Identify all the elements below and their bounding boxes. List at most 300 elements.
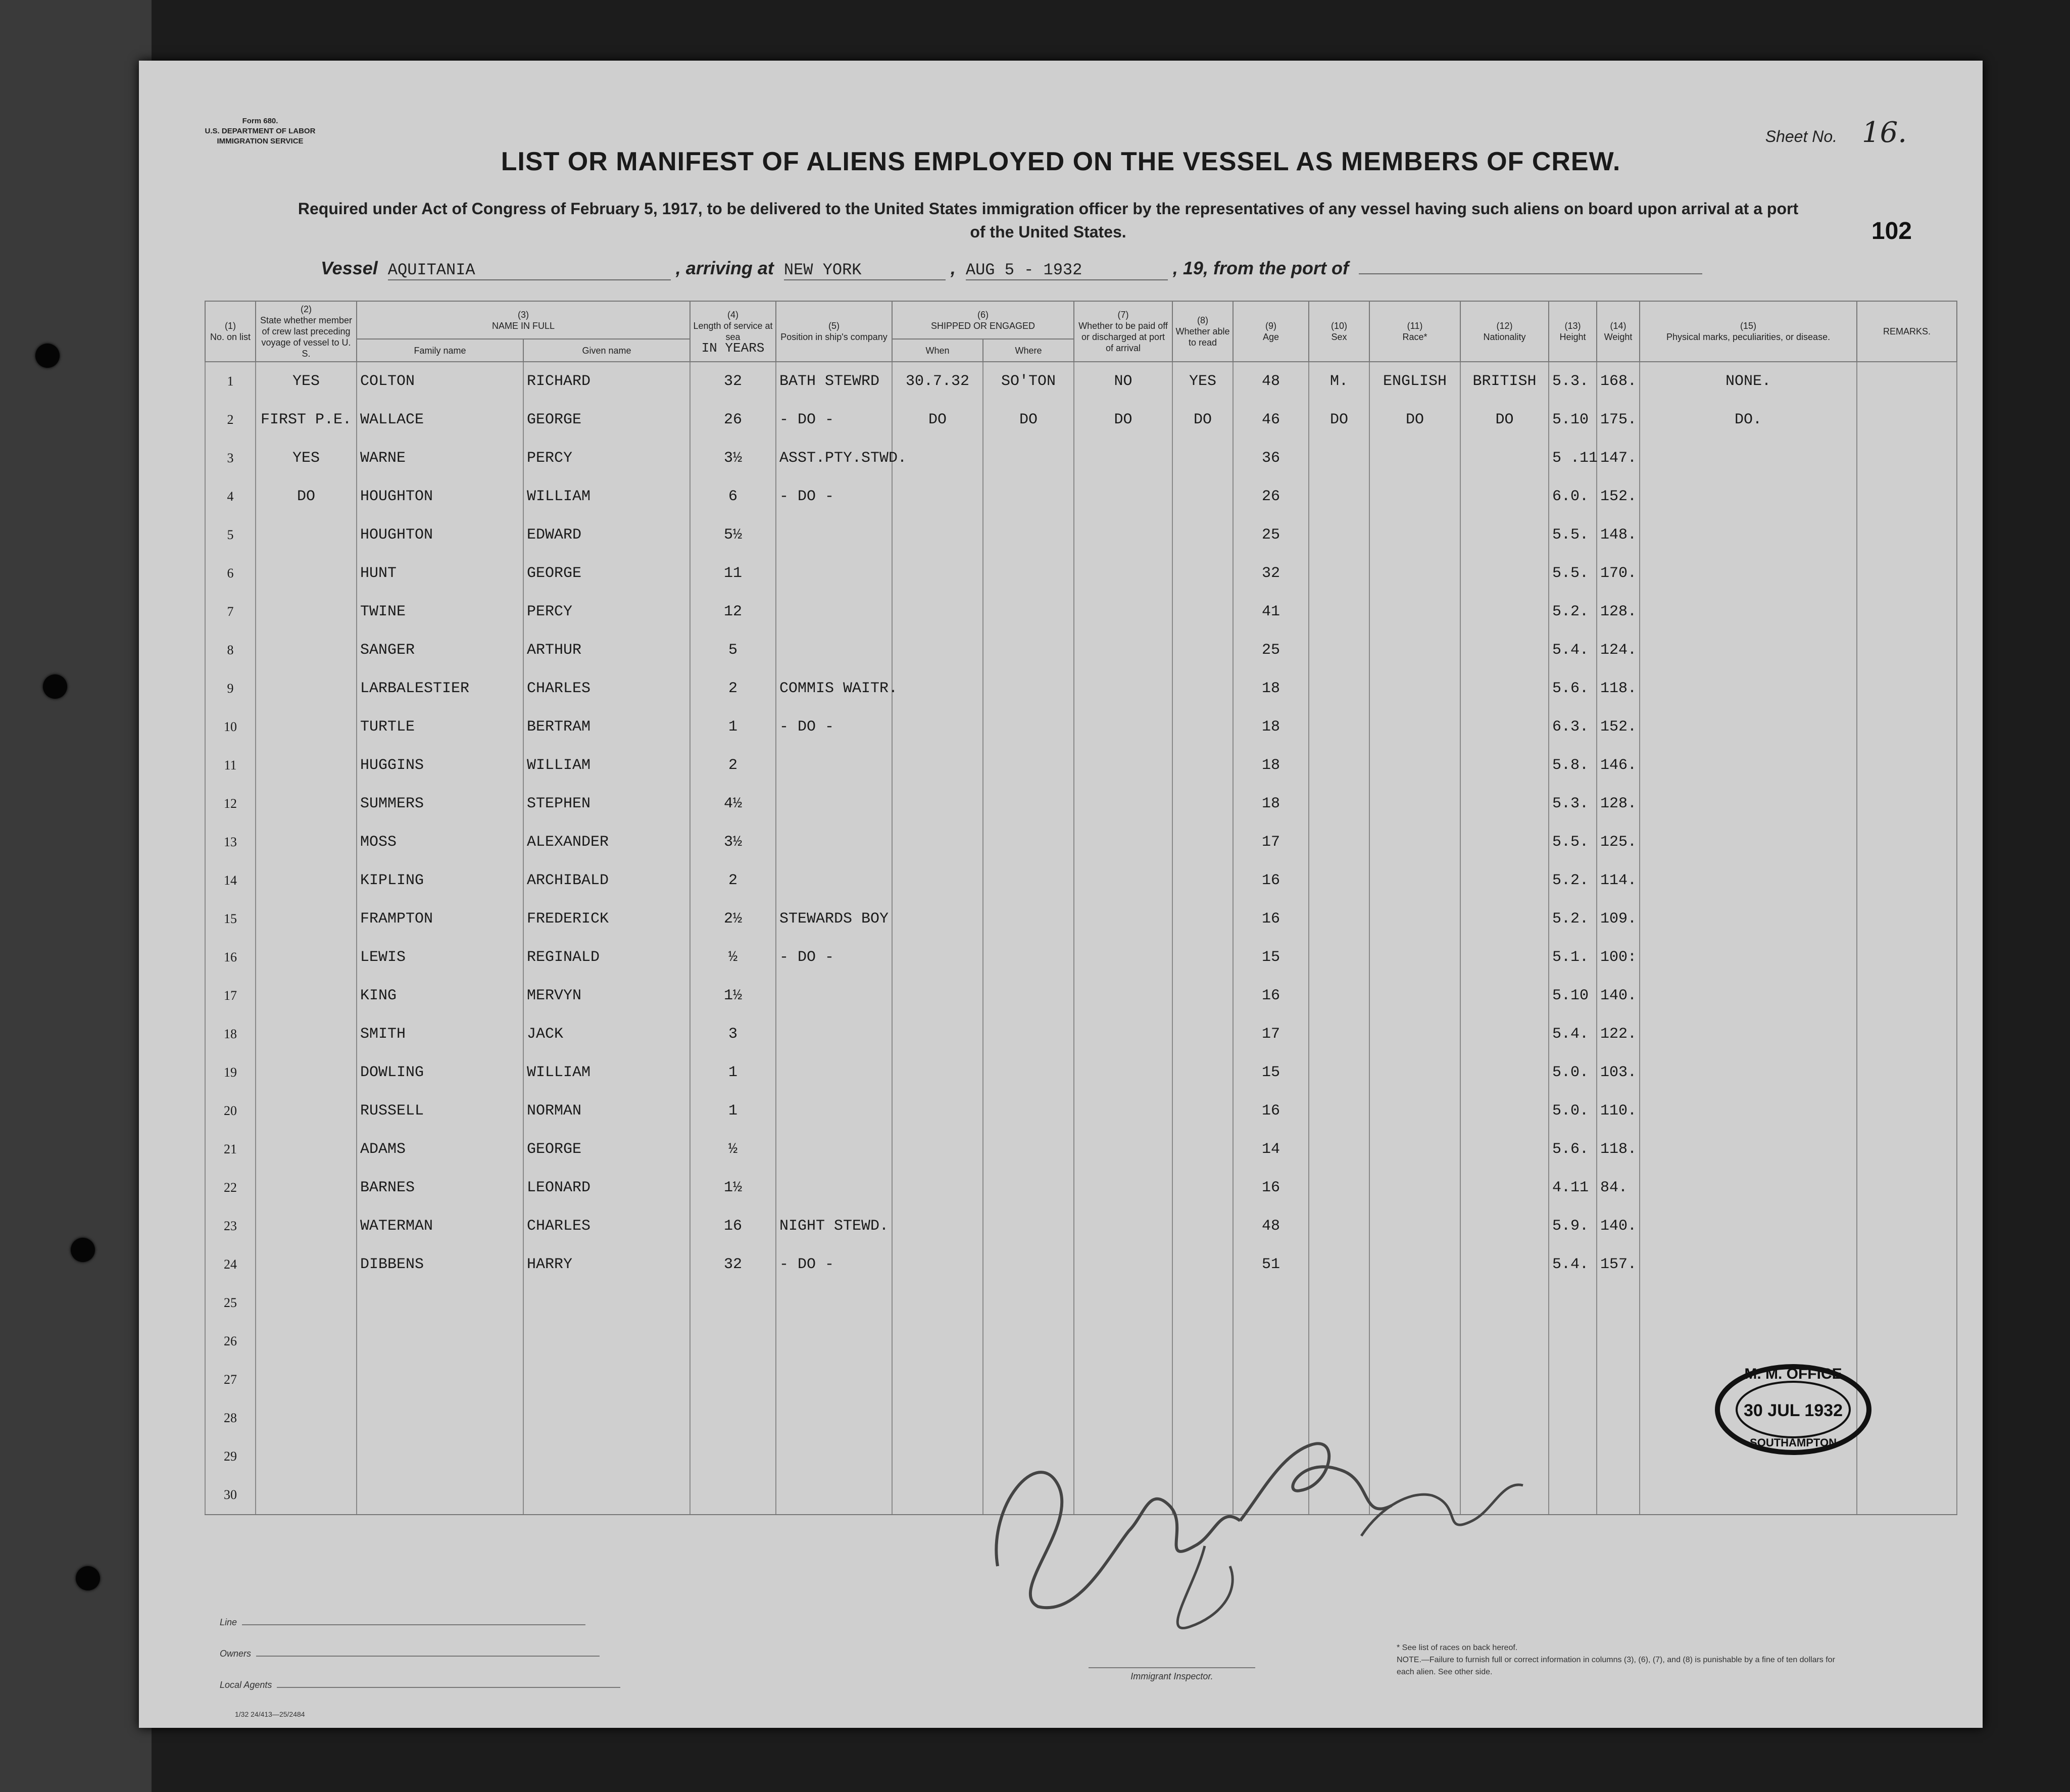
remarks (1857, 477, 1957, 516)
height: 5 .11 (1549, 439, 1597, 477)
shipped-where (983, 938, 1074, 977)
table-row (205, 362, 1957, 401)
race (1369, 823, 1460, 861)
col-height-header (1549, 301, 1597, 362)
height (1549, 1399, 1597, 1437)
shipped-where (983, 439, 1074, 477)
weight: 124. (1597, 631, 1640, 669)
given-name: PERCY (523, 593, 690, 631)
prev-voyage: FIRST P.E. (256, 401, 357, 439)
family-name: DOWLING (357, 1053, 523, 1092)
weight: 140. (1597, 1207, 1640, 1245)
race (1369, 1015, 1460, 1053)
shipped-when: DO (892, 401, 983, 439)
able-to-read (1172, 516, 1233, 554)
paid-off (1074, 1092, 1172, 1130)
sex (1309, 1245, 1369, 1284)
given-name: CHARLES (523, 1207, 690, 1245)
paid-off (1074, 439, 1172, 477)
col-label: Sex (1331, 332, 1347, 342)
physical-marks (1640, 938, 1857, 977)
weight: 175. (1597, 401, 1640, 439)
remarks (1857, 1015, 1957, 1053)
weight: 168. (1597, 362, 1640, 401)
row-number: 26 (205, 1322, 256, 1361)
family-name: HUGGINS (357, 746, 523, 785)
table-row (205, 1130, 1957, 1169)
physical-marks (1640, 1053, 1857, 1092)
shipped-when (892, 900, 983, 938)
sex (1309, 900, 1369, 938)
weight (1597, 1476, 1640, 1515)
physical-marks (1640, 516, 1857, 554)
race (1369, 1092, 1460, 1130)
given-name: ALEXANDER (523, 823, 690, 861)
family-name: HOUGHTON (357, 477, 523, 516)
row-number: 7 (205, 593, 256, 631)
nationality (1460, 1053, 1549, 1092)
height: 5.2. (1549, 593, 1597, 631)
given-name (523, 1437, 690, 1476)
position (776, 1130, 892, 1169)
race (1369, 516, 1460, 554)
given-name (523, 1361, 690, 1399)
document-title: LIST OR MANIFEST OF ALIENS EMPLOYED ON THE VESSEL AS MEMBERS OF CREW. (501, 147, 1621, 176)
paid-off (1074, 746, 1172, 785)
nationality (1460, 900, 1549, 938)
punch-hole (76, 1566, 100, 1590)
able-to-read (1172, 938, 1233, 977)
nationality (1460, 746, 1549, 785)
col-label: SHIPPED OR ENGAGED (930, 320, 1036, 331)
col-label: REMARKS. (1883, 326, 1931, 336)
paid-off (1074, 669, 1172, 708)
able-to-read (1172, 593, 1233, 631)
prev-voyage (256, 631, 357, 669)
family-name: LEWIS (357, 938, 523, 977)
physical-marks (1640, 823, 1857, 861)
physical-marks (1640, 669, 1857, 708)
inspector-signature (977, 1354, 1533, 1637)
remarks (1857, 593, 1957, 631)
family-name: SUMMERS (357, 785, 523, 823)
weight: 125. (1597, 823, 1640, 861)
weight (1597, 1399, 1640, 1437)
sex (1309, 708, 1369, 746)
weight: 110. (1597, 1092, 1640, 1130)
col-when-header: When (892, 339, 983, 362)
col-service-header (690, 301, 776, 362)
position (776, 1361, 892, 1399)
shipped-when (892, 1130, 983, 1169)
position (776, 1399, 892, 1437)
paid-off (1074, 708, 1172, 746)
shipped-when (892, 1092, 983, 1130)
col-number: (13) (1564, 321, 1581, 331)
shipped-where (983, 1245, 1074, 1284)
position: STEWARDS BOY (776, 900, 892, 938)
family-name: RUSSELL (357, 1092, 523, 1130)
arriving-label: arriving at (685, 258, 774, 278)
height: 5.4. (1549, 1245, 1597, 1284)
position (776, 1169, 892, 1207)
prev-voyage (256, 785, 357, 823)
col-number: (6) (977, 309, 989, 320)
nationality (1460, 938, 1549, 977)
nationality: BRITISH (1460, 362, 1549, 401)
shipped-when (892, 1053, 983, 1092)
table-row (205, 516, 1957, 554)
paid-off (1074, 631, 1172, 669)
sex (1309, 554, 1369, 593)
col-number: (5) (828, 321, 840, 331)
family-name (357, 1361, 523, 1399)
sex (1309, 516, 1369, 554)
shipped-when (892, 1476, 983, 1515)
physical-marks (1640, 1169, 1857, 1207)
height: 5.1. (1549, 938, 1597, 977)
position (776, 823, 892, 861)
given-name: CHARLES (523, 669, 690, 708)
able-to-read (1172, 477, 1233, 516)
age: 15 (1233, 938, 1309, 977)
remarks (1857, 1476, 1957, 1515)
department: U.S. DEPARTMENT OF LABOR (205, 127, 316, 135)
weight: 152. (1597, 708, 1640, 746)
height: 5.4. (1549, 631, 1597, 669)
able-to-read (1172, 1207, 1233, 1245)
able-to-read (1172, 1015, 1233, 1053)
table-row (205, 1015, 1957, 1053)
vessel-name: AQUITANIA (388, 261, 671, 280)
col-number: (3) (518, 309, 529, 320)
remarks (1857, 1322, 1957, 1361)
col-label: Physical marks, peculiarities, or disease. (1666, 332, 1831, 342)
row-number: 2 (205, 401, 256, 439)
position: NIGHT STEWD. (776, 1207, 892, 1245)
shipped-when (892, 516, 983, 554)
weight: 146. (1597, 746, 1640, 785)
row-number: 25 (205, 1284, 256, 1322)
shipped-where (983, 516, 1074, 554)
height: 6.0. (1549, 477, 1597, 516)
family-name (357, 1284, 523, 1322)
sex (1309, 477, 1369, 516)
physical-marks (1640, 1207, 1857, 1245)
service-years: ½ (690, 938, 776, 977)
vessel-line: Vessel AQUITANIA , arriving at NEW YORK , AUG 5 - 1932 , 19, from the port of (321, 258, 1707, 280)
family-name: ADAMS (357, 1130, 523, 1169)
row-number: 3 (205, 439, 256, 477)
weight (1597, 1322, 1640, 1361)
shipped-where (983, 1130, 1074, 1169)
family-name: WARNE (357, 439, 523, 477)
col-weight-header (1597, 301, 1640, 362)
given-name (523, 1322, 690, 1361)
paid-off: DO (1074, 401, 1172, 439)
family-name (357, 1399, 523, 1437)
weight (1597, 1361, 1640, 1399)
race: DO (1369, 401, 1460, 439)
position: - DO - (776, 938, 892, 977)
service-years: 1½ (690, 977, 776, 1015)
service-years: 1 (690, 708, 776, 746)
nationality (1460, 861, 1549, 900)
remarks (1857, 861, 1957, 900)
footer-agents (220, 1669, 620, 1701)
col-given-header: Given name (523, 339, 690, 362)
service-years: 4½ (690, 785, 776, 823)
prev-voyage (256, 900, 357, 938)
col-label: No. on list (210, 332, 251, 342)
able-to-read (1172, 1169, 1233, 1207)
weight: 100: (1597, 938, 1640, 977)
family-name: BARNES (357, 1169, 523, 1207)
sex (1309, 1169, 1369, 1207)
shipped-when (892, 785, 983, 823)
shipped-where (983, 593, 1074, 631)
position: ASST.PTY.STWD. (776, 439, 892, 477)
physical-marks (1640, 708, 1857, 746)
document-subtitle: Required under Act of Congress of February 5, 1917, to be delivered to the United States immigration officer by the representatives of any vessel having such aliens on board upon arrival at a port of the United States. (298, 200, 1799, 241)
row-number: 17 (205, 977, 256, 1015)
shipped-where (983, 746, 1074, 785)
height: 5.10 (1549, 401, 1597, 439)
age: 25 (1233, 516, 1309, 554)
race (1369, 1053, 1460, 1092)
shipped-when (892, 977, 983, 1015)
height: 5.6. (1549, 1130, 1597, 1169)
row-number: 29 (205, 1437, 256, 1476)
table-row (205, 977, 1957, 1015)
col-name-header (357, 301, 690, 339)
remarks (1857, 938, 1957, 977)
col-number: (9) (1265, 321, 1277, 331)
table-row (205, 861, 1957, 900)
form-number: Form 680. (242, 117, 278, 125)
physical-marks: DO. (1640, 401, 1857, 439)
col-race-header (1369, 301, 1460, 362)
row-number: 4 (205, 477, 256, 516)
given-name: GEORGE (523, 401, 690, 439)
family-name (357, 1476, 523, 1515)
paid-off (1074, 1053, 1172, 1092)
note-penalty: NOTE.—Failure to furnish full or correct information in columns (3), (6), (7), and (8) is punishable by a fine of ten dollars for each alien. See other side. (1397, 1656, 1835, 1676)
table-row (205, 1092, 1957, 1130)
prev-voyage (256, 1245, 357, 1284)
service-years: 3½ (690, 823, 776, 861)
remarks (1857, 401, 1957, 439)
sex (1309, 1130, 1369, 1169)
col-number: (8) (1197, 315, 1209, 325)
row-number: 6 (205, 554, 256, 593)
age: 41 (1233, 593, 1309, 631)
row-number: 30 (205, 1476, 256, 1515)
col-prev-voyage-header (256, 301, 357, 362)
table-row (205, 746, 1957, 785)
height: 5.9. (1549, 1207, 1597, 1245)
physical-marks (1640, 1284, 1857, 1322)
col-label: Race* (1402, 332, 1427, 342)
family-name: HOUGHTON (357, 516, 523, 554)
race (1369, 669, 1460, 708)
row-number: 28 (205, 1399, 256, 1437)
shipped-where (983, 1169, 1074, 1207)
remarks (1857, 554, 1957, 593)
shipped-where (983, 1207, 1074, 1245)
footer-owners-field (256, 1656, 600, 1657)
col-number: (1) (225, 321, 236, 331)
service-years: 1 (690, 1053, 776, 1092)
weight: 148. (1597, 516, 1640, 554)
physical-marks (1640, 746, 1857, 785)
sex (1309, 1015, 1369, 1053)
given-name (523, 1476, 690, 1515)
given-name: MERVYN (523, 977, 690, 1015)
remarks (1857, 1053, 1957, 1092)
position (776, 1284, 892, 1322)
shipped-when (892, 1169, 983, 1207)
service-years: 11 (690, 554, 776, 593)
position: BATH STEWRD (776, 362, 892, 401)
col-sex-header (1309, 301, 1369, 362)
nationality (1460, 554, 1549, 593)
prev-voyage (256, 977, 357, 1015)
height: 5.2. (1549, 861, 1597, 900)
height: 5.8. (1549, 746, 1597, 785)
physical-marks: NONE. (1640, 362, 1857, 401)
race (1369, 785, 1460, 823)
weight (1597, 1437, 1640, 1476)
table-row (205, 823, 1957, 861)
age: 46 (1233, 401, 1309, 439)
able-to-read (1172, 669, 1233, 708)
nationality (1460, 593, 1549, 631)
position (776, 1322, 892, 1361)
shipped-when (892, 1015, 983, 1053)
prev-voyage (256, 861, 357, 900)
paid-off (1074, 785, 1172, 823)
able-to-read (1172, 977, 1233, 1015)
age: 14 (1233, 1130, 1309, 1169)
height: 6.3. (1549, 708, 1597, 746)
row-number: 11 (205, 746, 256, 785)
family-name: TURTLE (357, 708, 523, 746)
prev-voyage (256, 1015, 357, 1053)
physical-marks (1640, 785, 1857, 823)
given-name: WILLIAM (523, 1053, 690, 1092)
prev-voyage: DO (256, 477, 357, 516)
family-name: FRAMPTON (357, 900, 523, 938)
height (1549, 1322, 1597, 1361)
row-number: 13 (205, 823, 256, 861)
sex (1309, 669, 1369, 708)
height: 5.5. (1549, 554, 1597, 593)
remarks (1857, 746, 1957, 785)
height: 5.0. (1549, 1092, 1597, 1130)
family-name: SMITH (357, 1015, 523, 1053)
able-to-read (1172, 1092, 1233, 1130)
family-name: MOSS (357, 823, 523, 861)
given-name: RICHARD (523, 362, 690, 401)
sex (1309, 746, 1369, 785)
age: 16 (1233, 861, 1309, 900)
col-label: Position in ship's company (780, 332, 888, 342)
able-to-read (1172, 708, 1233, 746)
paid-off (1074, 516, 1172, 554)
prev-voyage: YES (256, 362, 357, 401)
height: 4.11 (1549, 1169, 1597, 1207)
paid-off (1074, 823, 1172, 861)
remarks (1857, 1130, 1957, 1169)
table-row (205, 477, 1957, 516)
table-row (205, 1207, 1957, 1245)
race (1369, 900, 1460, 938)
shipped-when (892, 554, 983, 593)
service: IMMIGRATION SERVICE (217, 137, 304, 146)
age: 18 (1233, 669, 1309, 708)
footer-agents-label: Local Agents (220, 1680, 272, 1690)
weight: 103. (1597, 1053, 1640, 1092)
footer-agents-field (277, 1687, 620, 1688)
position (776, 1015, 892, 1053)
age: 16 (1233, 1092, 1309, 1130)
crew-manifest-table (205, 301, 1957, 1515)
position: COMMIS WAITR. (776, 669, 892, 708)
service-years (690, 1284, 776, 1322)
signature-title: Inspector (1331, 1553, 1429, 1576)
col-label: Whether to be paid off or discharged at port of arrival (1078, 321, 1168, 353)
table-row (205, 401, 1957, 439)
remarks (1857, 516, 1957, 554)
given-name: STEPHEN (523, 785, 690, 823)
given-name: WILLIAM (523, 746, 690, 785)
height: 5.3. (1549, 362, 1597, 401)
position (776, 977, 892, 1015)
age: 26 (1233, 477, 1309, 516)
sex (1309, 439, 1369, 477)
physical-marks (1640, 593, 1857, 631)
sheet-value: 16. (1861, 116, 1907, 149)
service-years: 2½ (690, 900, 776, 938)
remarks (1857, 1245, 1957, 1284)
sex: M. (1309, 362, 1369, 401)
height: 5.0. (1549, 1053, 1597, 1092)
shipped-when (892, 631, 983, 669)
prev-voyage (256, 938, 357, 977)
paid-off (1074, 861, 1172, 900)
age: 16 (1233, 900, 1309, 938)
able-to-read (1172, 1053, 1233, 1092)
physical-marks (1640, 1476, 1857, 1515)
col-number: (10) (1331, 321, 1348, 331)
remarks (1857, 1092, 1957, 1130)
row-number: 10 (205, 708, 256, 746)
stamp-top: M. M. OFFICE (1744, 1366, 1842, 1382)
race (1369, 1169, 1460, 1207)
col-age-header (1233, 301, 1309, 362)
service-years: 5½ (690, 516, 776, 554)
footer-fields (220, 1607, 620, 1701)
remarks (1857, 977, 1957, 1015)
prev-voyage (256, 554, 357, 593)
family-name: WATERMAN (357, 1207, 523, 1245)
footer-owners (220, 1638, 620, 1669)
row-number: 15 (205, 900, 256, 938)
physical-marks (1640, 439, 1857, 477)
office-stamp (1712, 1362, 1874, 1458)
able-to-read (1172, 631, 1233, 669)
